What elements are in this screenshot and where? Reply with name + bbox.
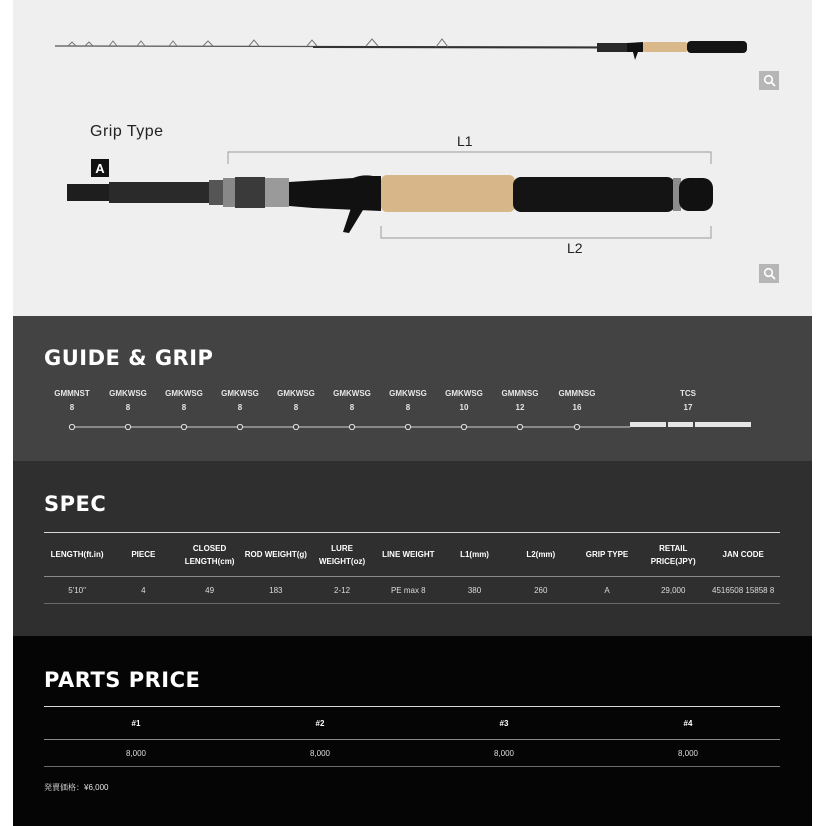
l1-label: L1 (457, 133, 473, 149)
guide-dot (237, 424, 242, 429)
reel-seat-size: 17 (683, 403, 693, 412)
guide-name: GMKWSG (221, 389, 259, 398)
spec-header: PIECE (110, 533, 176, 577)
parts-header-row (44, 707, 780, 740)
release-price-note: 発賣価格：¥6,000 (44, 783, 109, 792)
spec-section (13, 461, 812, 636)
guide-name: GMKWSG (109, 389, 147, 398)
guide-size: 10 (459, 403, 469, 412)
guide-size: 8 (237, 403, 243, 412)
spec-header: ROD WEIGHT(g) (243, 533, 309, 577)
guide-col-2 (98, 387, 158, 415)
guide-size: 16 (572, 403, 582, 412)
spec-title: SPEC (44, 492, 107, 516)
spec-header: LINE WEIGHT (375, 533, 441, 577)
guide-size: 8 (181, 403, 187, 412)
spec-cell: 183 (243, 577, 309, 604)
guide-dot (69, 424, 74, 429)
spec-header: JAN CODE (706, 533, 780, 577)
guide-name: GMKWSG (389, 389, 427, 398)
spec-cell: 49 (176, 577, 242, 604)
parts-cell: 8,000 (412, 740, 596, 767)
guide-dot (461, 424, 466, 429)
spec-header: GRIP TYPE (574, 533, 640, 577)
spec-cell: 4 (110, 577, 176, 604)
parts-header: #1 (44, 707, 228, 740)
guide-dot (125, 424, 130, 429)
guide-size: 8 (69, 403, 75, 412)
guide-col-7 (378, 387, 438, 415)
parts-price-section (13, 636, 812, 826)
guide-name: GMKWSG (333, 389, 371, 398)
guide-size: 8 (293, 403, 299, 412)
spec-header: LENGTH(ft.in) (44, 533, 110, 577)
parts-header: #4 (596, 707, 780, 740)
guide-name: GMKWSG (277, 389, 315, 398)
guide-col-9 (490, 387, 550, 415)
guide-name: GMMNST (54, 389, 90, 398)
parts-price-table (44, 706, 780, 767)
guide-dot (405, 424, 410, 429)
guide-name: GMMNSG (501, 389, 539, 398)
guide-size: 8 (405, 403, 411, 412)
guide-col-10 (547, 387, 607, 415)
parts-header: #2 (228, 707, 412, 740)
spec-cell: 2-12 (309, 577, 375, 604)
guide-col-1 (42, 387, 102, 415)
reel-seat-name: TCS (680, 389, 696, 398)
guide-col-4 (210, 387, 270, 415)
guide-name: GMKWSG (165, 389, 203, 398)
parts-cell: 8,000 (44, 740, 228, 767)
guide-dot (181, 424, 186, 429)
table-row (44, 740, 780, 767)
grip-closeup-image (67, 175, 713, 233)
spec-header: L1(mm) (441, 533, 507, 577)
parts-cell: 8,000 (596, 740, 780, 767)
guide-dot (293, 424, 298, 429)
spec-cell: 29,000 (640, 577, 706, 604)
spec-header: RETAIL PRICE(JPY) (640, 533, 706, 577)
product-photo-panel (13, 0, 812, 316)
guide-size: 8 (349, 403, 355, 412)
guide-col-6 (322, 387, 382, 415)
guide-grip-title: GUIDE & GRIP (44, 346, 214, 370)
guide-size: 12 (515, 403, 525, 412)
parts-price-title: PARTS PRICE (44, 668, 201, 692)
guide-col-reel-seat (658, 387, 718, 415)
parts-header: #3 (412, 707, 596, 740)
parts-cell: 8,000 (228, 740, 412, 767)
spec-header-row (44, 533, 780, 577)
guide-dot (574, 424, 579, 429)
spec-cell: 4516508 15858 8 (706, 577, 780, 604)
table-row (44, 577, 780, 604)
reel-seat-bar (630, 422, 751, 427)
product-detail (13, 0, 812, 826)
guide-size: 8 (125, 403, 131, 412)
grip-type-badge: A (91, 159, 109, 177)
full-rod-image (55, 39, 747, 60)
zoom-icon-bottom[interactable] (759, 264, 779, 283)
spec-cell: PE max 8 (375, 577, 441, 604)
guide-dot (349, 424, 354, 429)
guide-name: GMKWSG (445, 389, 483, 398)
guide-col-5 (266, 387, 326, 415)
spec-header: CLOSED LENGTH(cm) (176, 533, 242, 577)
rod-illustration (13, 0, 812, 316)
guide-grip-section (13, 316, 812, 461)
l2-label: L2 (567, 240, 583, 256)
spec-cell: 380 (441, 577, 507, 604)
grip-type-heading: Grip Type (90, 123, 164, 140)
guide-col-3 (154, 387, 214, 415)
spec-table (44, 532, 780, 604)
spec-cell: 260 (508, 577, 574, 604)
spec-header: LURE WEIGHT(oz) (309, 533, 375, 577)
zoom-icon-top[interactable] (759, 71, 779, 90)
guide-name: GMMNSG (558, 389, 596, 398)
spec-cell: 5'10" (44, 577, 110, 604)
spec-header: L2(mm) (508, 533, 574, 577)
guide-dot (517, 424, 522, 429)
guide-col-8 (434, 387, 494, 415)
spec-cell: A (574, 577, 640, 604)
